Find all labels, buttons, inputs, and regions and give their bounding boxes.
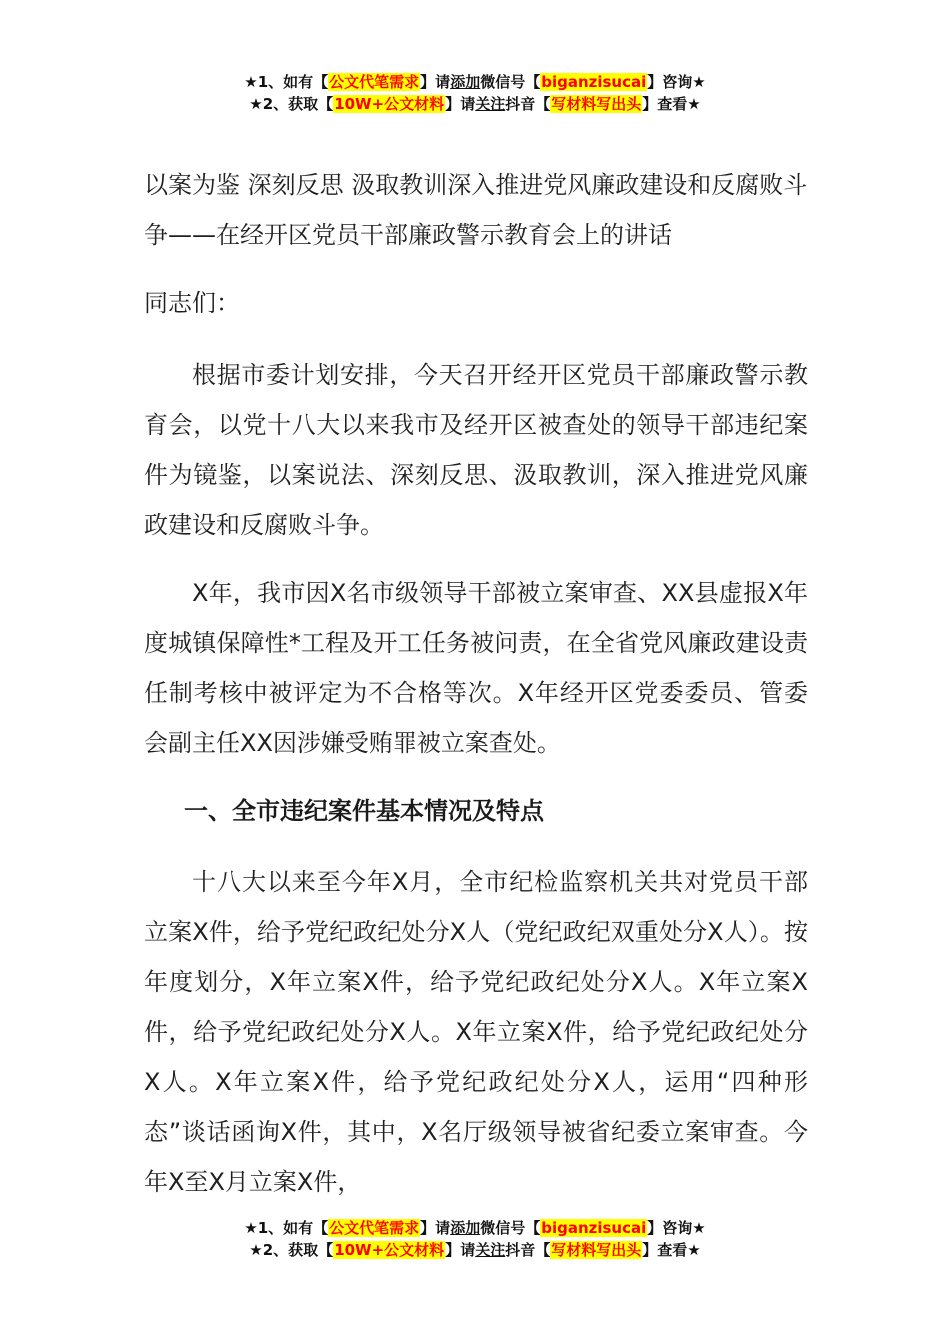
promo-underlined-add: 添加 <box>450 1219 481 1237</box>
paragraph-intro: 根据市委计划安排，今天召开经开区党员干部廉政警示教育会，以党十八大以来我市及经开区被查处的领导干部违纪案件为镜鉴，以案说法、深刻反思、汲取教训，深入推进党风廉政建设和反腐败斗争。 <box>144 361 808 539</box>
promo-line-1 <box>0 1217 950 1239</box>
promo-text: 】请 <box>445 95 476 113</box>
promo-text: 】查看★ <box>642 95 701 113</box>
promo-text: 】请 <box>445 1241 476 1259</box>
promo-text: 抖音【 <box>505 1241 551 1259</box>
promo-douyin-account: 写材料写出头 <box>551 95 642 113</box>
promo-douyin-account: 写材料写出头 <box>551 1241 642 1259</box>
promo-text: ★1、如有【 <box>244 1219 329 1237</box>
paragraph-background: X年，我市因X名市级领导干部被立案审查、XX县虚报X年度城镇保障性*工程及开工任务被问责，在全省党风廉政建设责任制考核中被评定为不合格等次。X年经开区党委委员、管委会副主任XX因涉嫌受贿罪被立案查处。 <box>144 579 808 757</box>
promo-text: ★2、获取【 <box>249 1241 334 1259</box>
section-heading: 一、全市违纪案件基本情况及特点 <box>184 797 544 825</box>
promo-line-2 <box>0 1239 950 1261</box>
promo-wechat-id: biganzisucai <box>541 73 647 91</box>
promo-text: 微信号【 <box>480 1219 541 1237</box>
promo-highlight-service: 公文代笔需求 <box>329 1219 420 1237</box>
promo-underlined-follow: 关注 <box>475 1241 506 1259</box>
promo-line-1 <box>0 71 950 93</box>
promo-header <box>0 71 950 115</box>
paragraph-case-statistics: 十八大以来至今年X月，全市纪检监察机关共对党员干部立案X件，给予党纪政纪处分X人（党纪政纪双重处分X人）。按年度划分，X年立案X件，给予党纪政纪处分X人。X年立案X件，给予党纪政纪处分X人。X年立案X件，给予党纪政纪处分X人。X年立案X件，给予党纪政纪处分X人，运用“四种形态”谈话函询X件，其中，X名厅级领导被省纪委立案审查。今年X至X月立案X件， <box>144 868 808 1196</box>
promo-highlight-materials: 10W+公文材料 <box>334 1241 445 1259</box>
promo-text: 】查看★ <box>642 1241 701 1259</box>
promo-wechat-id: biganzisucai <box>541 1219 647 1237</box>
promo-line-2 <box>0 93 950 115</box>
promo-underlined-follow: 关注 <box>475 95 506 113</box>
promo-text: 】咨询★ <box>647 1219 706 1237</box>
promo-underlined-add: 添加 <box>450 73 481 91</box>
promo-text: ★2、获取【 <box>249 95 334 113</box>
promo-text: 】请 <box>420 1219 451 1237</box>
document-title: 以案为鉴 深刻反思 汲取教训深入推进党风廉政建设和反腐败斗争——在经开区党员干部廉政警示教育会上的讲话 <box>144 171 808 249</box>
promo-text: 微信号【 <box>480 73 541 91</box>
promo-text: 】请 <box>420 73 451 91</box>
promo-footer <box>0 1217 950 1261</box>
promo-text: 抖音【 <box>505 95 551 113</box>
promo-text: ★1、如有【 <box>244 73 329 91</box>
promo-text: 】咨询★ <box>647 73 706 91</box>
promo-highlight-materials: 10W+公文材料 <box>334 95 445 113</box>
salutation: 同志们： <box>144 289 240 317</box>
promo-highlight-service: 公文代笔需求 <box>329 73 420 91</box>
